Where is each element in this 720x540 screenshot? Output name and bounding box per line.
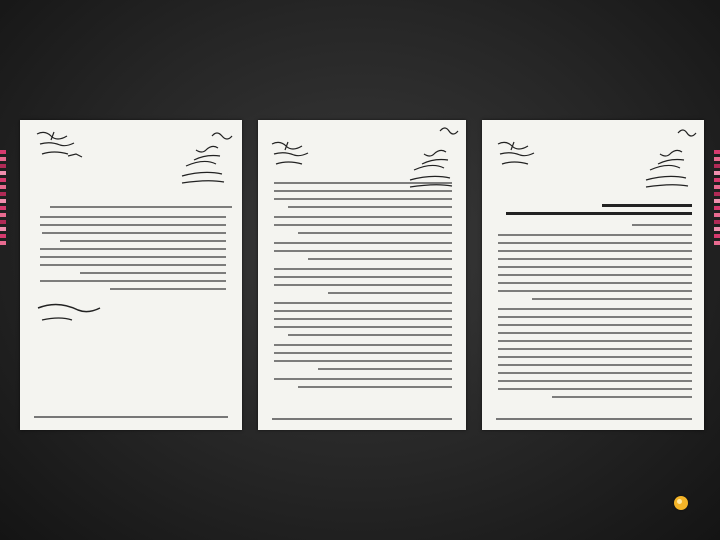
handwritten-header-icon <box>32 128 92 166</box>
letter-page-3 <box>482 120 704 430</box>
ornament-icon <box>438 124 460 136</box>
letterhead-emblem-icon <box>168 142 228 192</box>
handwritten-header-icon <box>268 138 324 172</box>
letter-page-2 <box>258 120 466 430</box>
ornament-icon <box>210 128 234 142</box>
letter-page-1 <box>20 120 242 430</box>
right-edge-stripe <box>714 150 720 250</box>
handwritten-header-icon <box>494 138 550 172</box>
letterhead-emblem-icon <box>632 146 692 196</box>
letterhead-emblem-icon <box>398 146 456 194</box>
left-edge-stripe <box>0 150 6 250</box>
ornament-icon <box>676 126 698 138</box>
signature-icon <box>34 298 104 338</box>
circle-bullet-icon <box>674 496 688 510</box>
